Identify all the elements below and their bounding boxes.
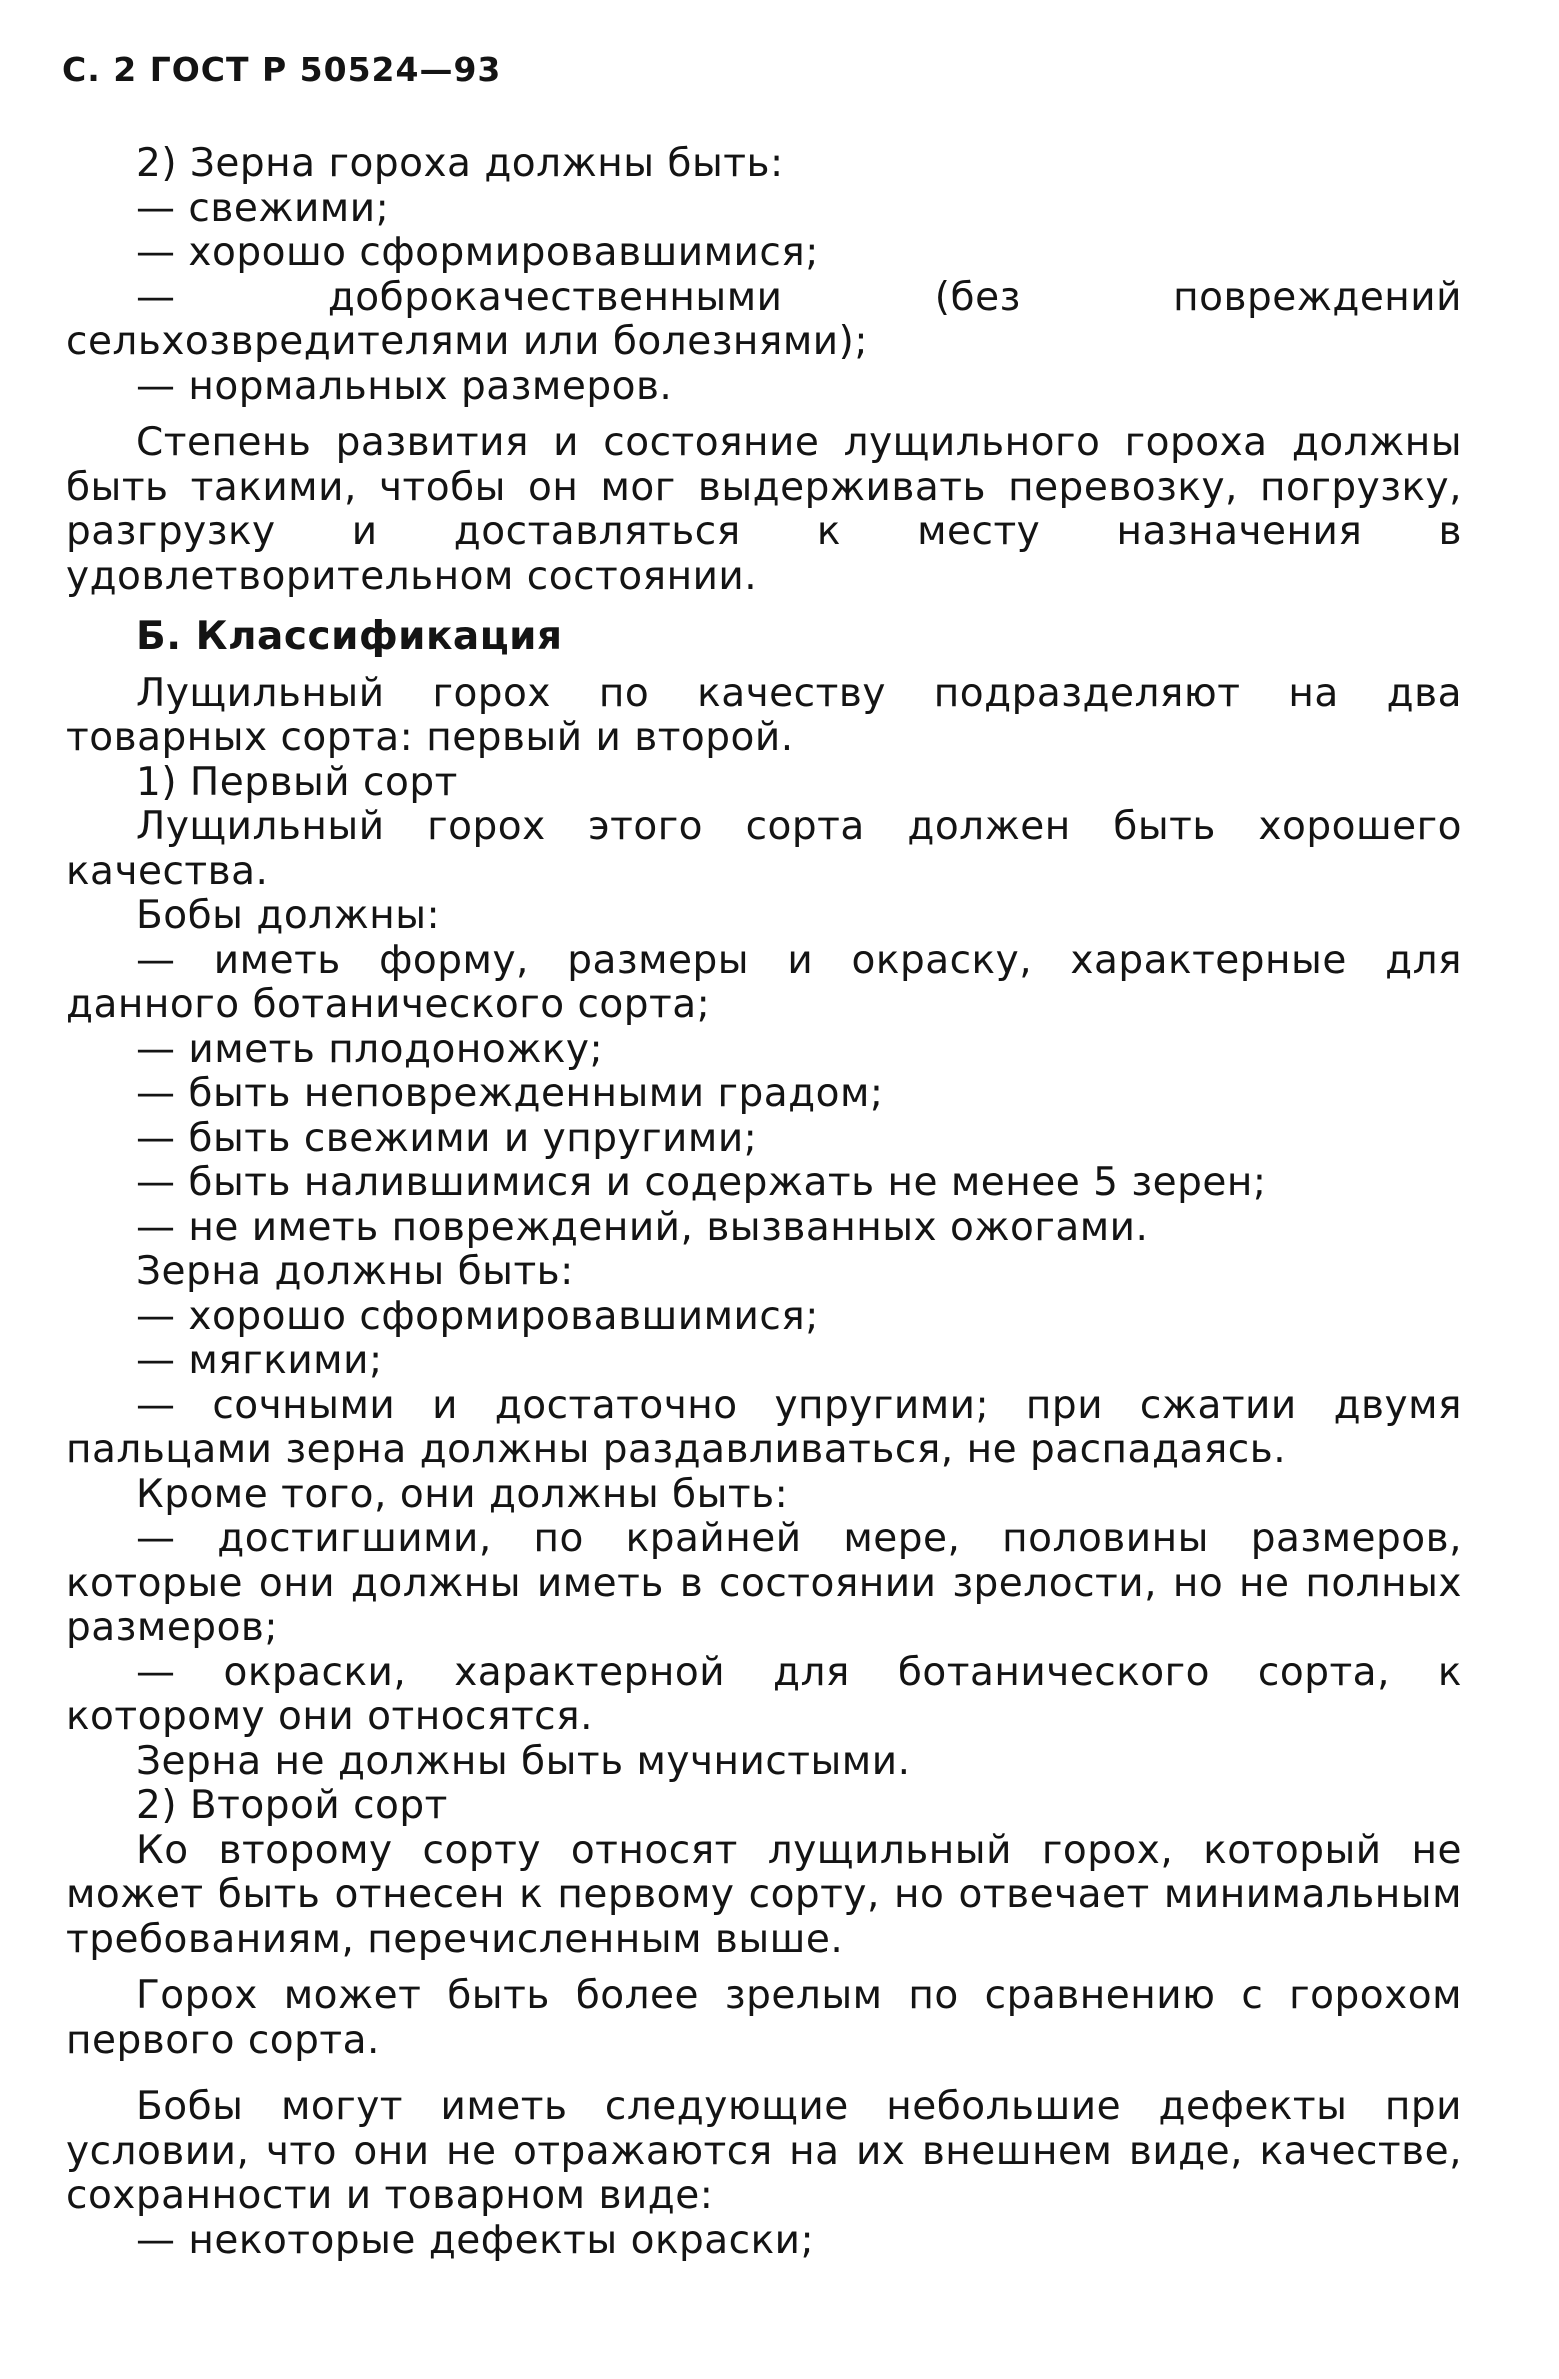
list-item-pods-hail: — быть неповрежденными градом; — [136, 1071, 884, 1116]
grade-1-paragraph: Лущильный горох этого сорта должен быть хорошего качества. — [66, 804, 1462, 894]
list-item-pods-filled: — быть налившимися и содержать не менее 5 зерен; — [136, 1160, 1267, 1205]
grade-2-heading: 2) Второй сорт — [136, 1783, 448, 1828]
grains-heading: Зерна должны быть: — [136, 1249, 574, 1294]
list-item-pods-fresh: — быть свежими и упругими; — [136, 1115, 758, 1161]
grade-1-heading: 1) Первый сорт — [136, 759, 458, 805]
not-mealy-statement: Зерна не должны быть мучнистыми. — [136, 1738, 911, 1784]
development-paragraph: Степень развития и состояние лущильного гороха должны быть такими, чтобы он мог выдерживать перевозку, погрузку, разгрузку и доставляться к месту назначения в удовлетворительном состоянии. — [66, 420, 1462, 599]
grade-2-paragraph: Ко второму сорту относят лущильный горох, который не может быть отнесен к первому сорту, но отвечает минимальным требованиям, перечисленным выше. — [66, 1827, 1462, 1962]
list-item-defects-color: — некоторые дефекты окраски; — [136, 2217, 815, 2263]
list-item-grains-formed: — хорошо сформировавшимися; — [136, 1293, 819, 1339]
list-item-grains-juicy: — сочными и достаточно упругими; при сжатии двумя пальцами зерна должны раздавливаться, не распадаясь. — [66, 1382, 1462, 1472]
list-item-peas-normal-size: — нормальных размеров. — [136, 363, 673, 409]
list-item-besides-color: — окраски, характерной для ботанического сорта, к которому они относятся. — [66, 1649, 1462, 1739]
list-item-peas-sound: — доброкачественными (без повреждений сельхозвредителями или болезнями); — [66, 274, 1462, 364]
defects-paragraph: Бобы могут иметь следующие небольшие дефекты при условии, что они не отражаются на их внешнем виде, качестве, сохранности и товарном виде: — [66, 2084, 1462, 2218]
besides-heading: Кроме того, они должны быть: — [136, 1471, 789, 1517]
list-item-pods-shape: — иметь форму, размеры и окраску, характерные для данного ботанического сорта; — [66, 937, 1462, 1027]
list-item-besides-size: — достигшими, по крайней мере, половины размеров, которые они должны иметь в состоянии зрелости, но не полных размеров; — [66, 1516, 1462, 1650]
section-b-title: Б. Классификация — [136, 614, 563, 659]
peas-requirements-heading: 2) Зерна гороха должны быть: — [136, 141, 784, 186]
list-item-peas-fresh: — свежими; — [136, 185, 390, 231]
document-body — [66, 142, 1462, 2263]
list-item-pods-burns: — не иметь повреждений, вызванных ожогами. — [136, 1204, 1149, 1250]
riper-paragraph: Горох может быть более зрелым по сравнению с горохом первого сорта. — [66, 1973, 1462, 2063]
list-item-grains-soft: — мягкими; — [136, 1338, 383, 1383]
list-item-peas-well-formed: — хорошо сформировавшимися; — [136, 230, 819, 275]
classification-paragraph: Лущильный горох по качеству подразделяют на два товарных сорта: первый и второй. — [66, 670, 1462, 760]
list-item-pods-stalk: — иметь плодоножку; — [136, 1026, 604, 1072]
pods-heading: Бобы должны: — [136, 893, 441, 938]
page-header: С. 2 ГОСТ Р 50524—93 — [62, 50, 502, 89]
